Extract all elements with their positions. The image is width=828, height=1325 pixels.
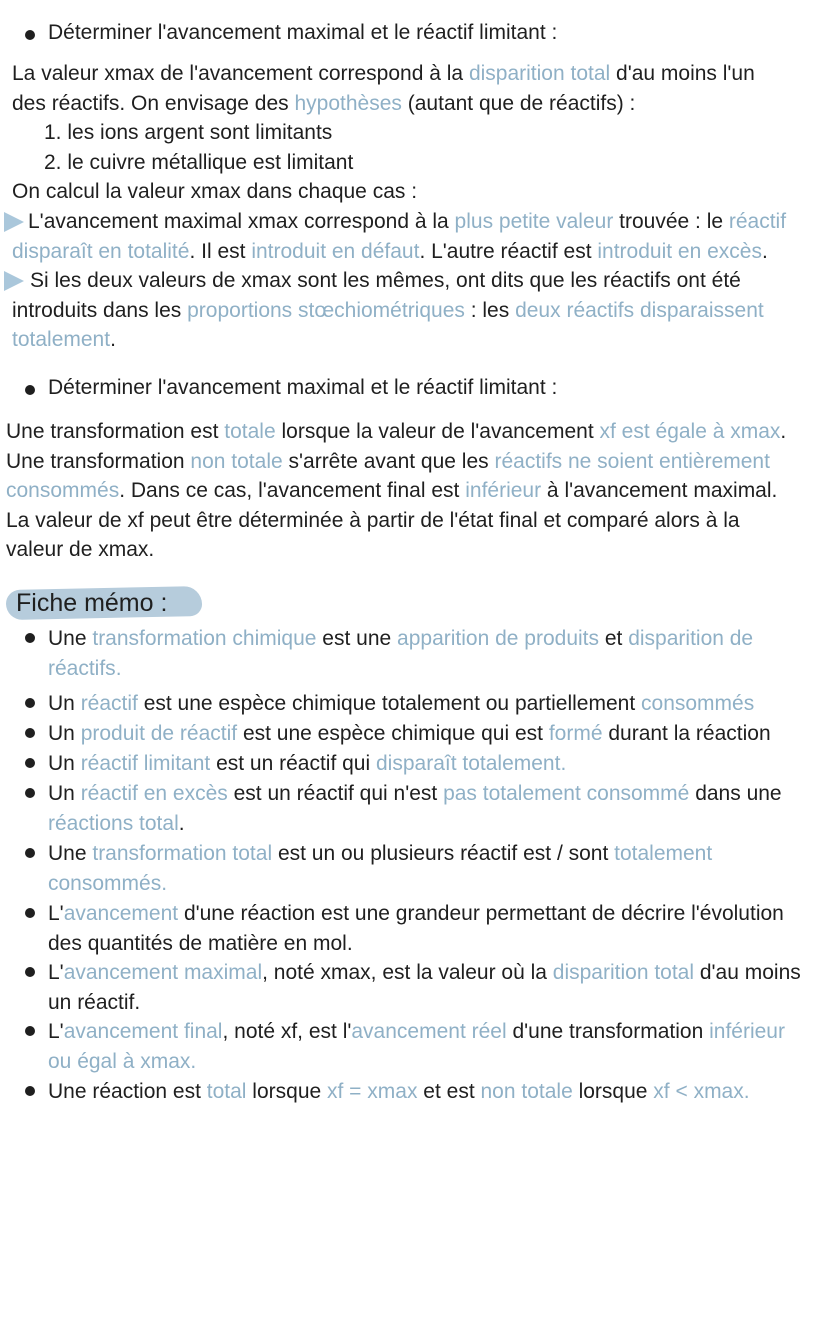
bullet-dot [25,30,35,40]
calc-line: On calcul la valeur xmax dans chaque cas : [12,180,418,203]
hypothesis-item: 2. le cuivre métallique est limitant [44,150,354,174]
section1-heading: Déterminer l'avancement maximal et le réactif limitant : [48,21,558,44]
hypothesis-item: 1. les ions argent sont limitants [44,121,333,144]
hypotheses-list [44,118,353,177]
memo-title-badge [0,584,210,624]
arrow-note-2: Si les deux valeurs de xmax sont les mêmes, ont dits que les réactifs ont été introduits dans les proportions stœchiométriques : les deux réactifs disparaissent totalement. [12,269,764,351]
bullet-dot [25,385,35,395]
bullet-dot [25,908,35,918]
section1-intro: La valeur xmax de l'avancement correspond à la disparition total d'au moins l'un des réactifs. On envisage des hypothèses (autant que de réactifs) : [12,62,755,115]
arrow-note-1: L'avancement maximal xmax correspond à la plus petite valeur trouvée : le réactif disparaît en totalité. Il est introduit en défaut. L'autre réactif est introduit en excès. [12,210,787,263]
bullet-dot [25,967,35,977]
bullet-dot [25,848,35,858]
bullet-dot [25,728,35,738]
section2-body: Une transformation est totale lorsque la valeur de l'avancement xf est égale à xmax. Une transformation non totale s'arrête avant que les réactifs ne soient entièrement consommés. Dans ce cas, l'avancement final est inférieur à l'avancement maximal. La valeur de xf peut être déterminée à partir de l'état final et comparé alors à la valeur de xmax. [6,420,787,561]
bullet-dot [25,698,35,708]
section2-heading: Déterminer l'avancement maximal et le réactif limitant : [48,376,558,399]
bullet-dot [25,1026,35,1036]
bullet-dot [25,1086,35,1096]
bullet-dot [25,758,35,768]
bullet-dot [25,788,35,798]
memo-title: Fiche mémo : [16,589,168,617]
bullet-dot [25,633,35,643]
document-page: Déterminer l'avancement maximal et le réactif limitant : La valeur xmax de l'avancement correspond à la disparition total d'au moins l'un des réactifs. On envisage des hypothèses (autant que de réactifs) : 1. les ions argent sont limitants 2. le cuivre métallique est limitant On calcul la valeur xmax dans chaque cas : L'avancement maximal xmax correspond à la plus petite valeur trouvée : le réactif disparaît en totalité. Il est introduit en défaut. L'autre réactif est introduit en excès. Si les deux valeurs de xmax sont les mêmes, ont dits que les réactifs ont été introduits dans les proportions stœchiométriques : les deux réactifs disparaissent totalement. Déterminer l'avancement maximal et le réactif limitant : Une transformation est totale lorsque la valeur de l'avancement xf est égale à xmax. Une transformation non totale s'arrête avant que les réactifs ne soient entièrement consommés. Dans ce cas, l'avancement final est inférieur à l'avancement maximal. La valeur de xf peut être déterminée à partir de l'état final et comparé alors à la valeur de xmax. Fiche mémo : Une transformation chimique est une apparition de produits et disparition de réactifs. Un réactif est une espèce chimique totalement ou partiellement consommés Un produit de réactif est une espèce chimique qui est formé durant la réaction Un réactif limitant est un réactif qui disparaît totalement. Un réactif en excès est un réactif qui n'est pas totalement consommé dans une réactions total. Une transformation total est un ou plusieurs réactif est / sont totalement consommés. L'avancement d'une réaction est une grandeur permettant de décrire l'évolution des quantités de matière en mol. L'avancement maximal, noté xmax, est la valeur où la disparition total d'au moins un réactif. L'avancement final, noté xf, est l'avancement réel d'une transformation inférieur ou égal à xmax. Une réaction est total lorsque xf = xmax et est non totale lorsque xf < xmax. [0,0,828,1325]
